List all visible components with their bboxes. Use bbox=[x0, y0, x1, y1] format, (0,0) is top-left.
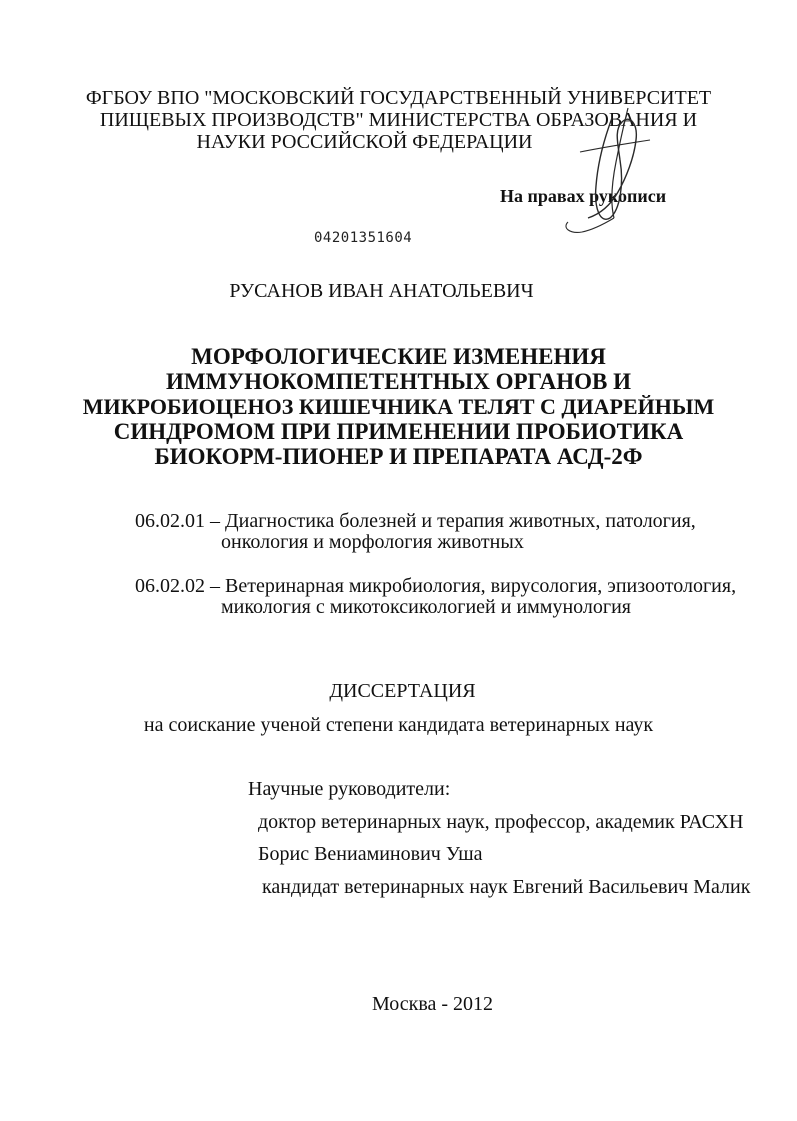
degree-line: на соискание ученой степени кандидата ветеринарных наук bbox=[143, 714, 654, 736]
specialty-2-line-2: микология с микотоксикологией и иммунология bbox=[221, 596, 631, 618]
manuscript-note: На правах рукописи bbox=[500, 186, 667, 206]
supervisor-1-name: Борис Вениаминович Уша bbox=[258, 843, 483, 865]
place-year: Москва - 2012 bbox=[371, 993, 494, 1015]
handwritten-signature bbox=[540, 100, 690, 250]
catalog-number: 04201351604 bbox=[314, 230, 413, 246]
supervisors-heading: Научные руководители: bbox=[248, 778, 451, 800]
title-line-1: МОРФОЛОГИЧЕСКИЕ ИЗМЕНЕНИЯ bbox=[191, 344, 606, 369]
supervisor-1-credentials: доктор ветеринарных наук, профессор, академик РАСХН bbox=[258, 811, 744, 833]
title-line-3: МИКРОБИОЦЕНОЗ КИШЕЧНИКА ТЕЛЯТ С ДИАРЕЙНЫМ bbox=[82, 394, 715, 419]
title-line-4: СИНДРОМОМ ПРИ ПРИМЕНЕНИИ ПРОБИОТИКА bbox=[113, 419, 684, 444]
title-line-2: ИММУНОКОМПЕТЕНТНЫХ ОРГАНОВ И bbox=[165, 369, 632, 394]
author-name: РУСАНОВ ИВАН АНАТОЛЬЕВИЧ bbox=[229, 280, 534, 302]
institution-line-1: ФГБОУ ВПО "МОСКОВСКИЙ ГОСУДАРСТВЕННЫЙ УНИВЕРСИТЕТ bbox=[85, 87, 712, 109]
title-line-5: БИОКОРМ-ПИОНЕР И ПРЕПАРАТА АСД-2Ф bbox=[154, 444, 643, 469]
specialty-1-line-1: 06.02.01 – Диагностика болезней и терапия животных, патология, bbox=[135, 510, 696, 532]
supervisor-2: кандидат ветеринарных наук Евгений Васильевич Малик bbox=[262, 876, 751, 898]
institution-line-2: ПИЩЕВЫХ ПРОИЗВОДСТВ" МИНИСТЕРСТВА ОБРАЗОВАНИЯ И bbox=[99, 109, 698, 131]
specialty-2-line-1: 06.02.02 – Ветеринарная микробиология, вирусология, эпизоотология, bbox=[135, 575, 737, 597]
specialty-1-line-2: онкология и морфология животных bbox=[221, 531, 524, 553]
institution-line-3: НАУКИ РОССИЙСКОЙ ФЕДЕРАЦИИ bbox=[196, 131, 533, 153]
dissertation-label: ДИССЕРТАЦИЯ bbox=[329, 680, 476, 702]
